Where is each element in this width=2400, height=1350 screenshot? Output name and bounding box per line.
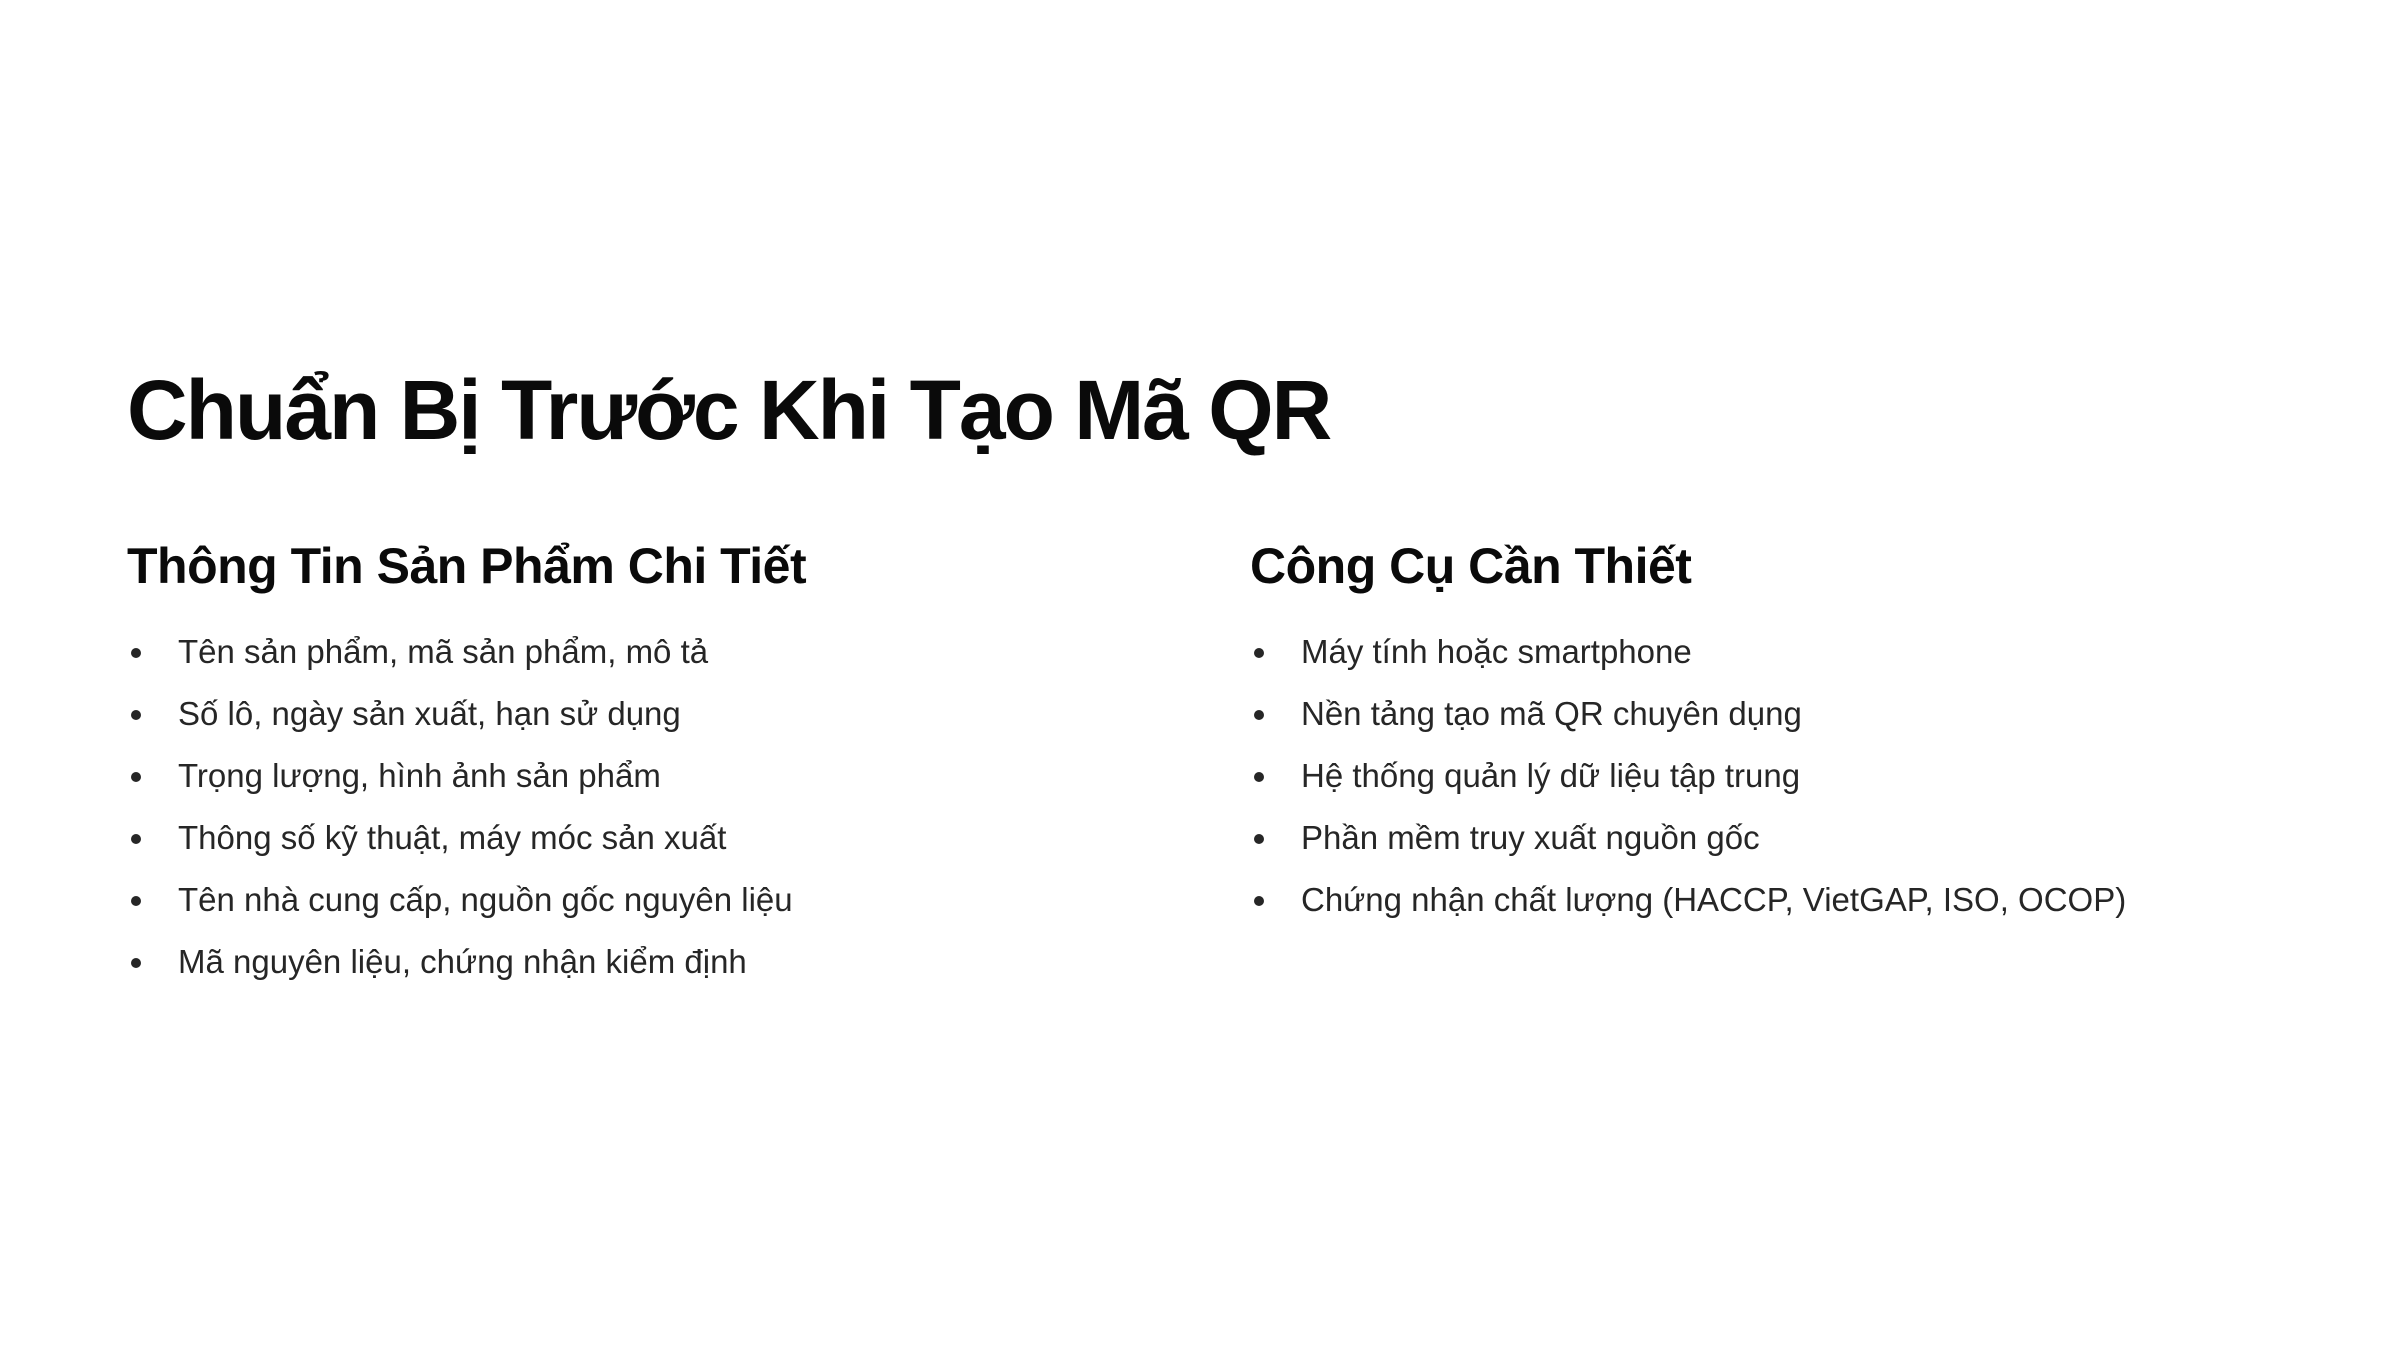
list-item bbox=[127, 621, 1167, 683]
list-item-text: Tên sản phẩm, mã sản phẩm, mô tả bbox=[178, 633, 709, 670]
bullet-icon bbox=[131, 834, 141, 844]
list-item bbox=[127, 683, 1167, 745]
product-info-column bbox=[127, 535, 1167, 993]
bullet-icon bbox=[1254, 648, 1264, 658]
list-item-text: Hệ thống quản lý dữ liệu tập trung bbox=[1301, 757, 1801, 794]
list-item-text: Thông số kỹ thuật, máy móc sản xuất bbox=[178, 819, 727, 856]
list-item-text: Máy tính hoặc smartphone bbox=[1301, 633, 1692, 670]
bullet-icon bbox=[131, 772, 141, 782]
page-title: Chuẩn Bị Trước Khi Tạo Mã QR bbox=[127, 363, 1331, 457]
bullet-icon bbox=[1254, 896, 1264, 906]
list-item-text: Trọng lượng, hình ảnh sản phẩm bbox=[178, 757, 661, 794]
list-item bbox=[1250, 683, 2290, 745]
list-item-text: Nền tảng tạo mã QR chuyên dụng bbox=[1301, 695, 1802, 732]
bullet-icon bbox=[131, 710, 141, 720]
list-item-text: Mã nguyên liệu, chứng nhận kiểm định bbox=[178, 943, 747, 980]
list-item bbox=[1250, 745, 2290, 807]
tools-heading: Công Cụ Cần Thiết bbox=[1250, 538, 1692, 594]
product-info-list bbox=[127, 621, 1167, 993]
list-item bbox=[1250, 869, 2290, 931]
bullet-icon bbox=[1254, 834, 1264, 844]
list-item bbox=[1250, 621, 2290, 683]
product-info-heading: Thông Tin Sản Phẩm Chi Tiết bbox=[127, 538, 807, 594]
list-item bbox=[127, 745, 1167, 807]
bullet-icon bbox=[131, 648, 141, 658]
bullet-icon bbox=[131, 896, 141, 906]
tools-column bbox=[1250, 535, 2290, 931]
list-item-text: Tên nhà cung cấp, nguồn gốc nguyên liệu bbox=[178, 881, 793, 918]
list-item-text: Chứng nhận chất lượng (HACCP, VietGAP, ISO, OCOP) bbox=[1301, 881, 2127, 918]
list-item bbox=[127, 931, 1167, 993]
list-item bbox=[127, 807, 1167, 869]
bullet-icon bbox=[1254, 710, 1264, 720]
list-item bbox=[1250, 807, 2290, 869]
bullet-icon bbox=[1254, 772, 1264, 782]
tools-list bbox=[1250, 621, 2290, 931]
list-item-text: Số lô, ngày sản xuất, hạn sử dụng bbox=[178, 695, 681, 732]
list-item-text: Phần mềm truy xuất nguồn gốc bbox=[1301, 819, 1760, 856]
bullet-icon bbox=[131, 958, 141, 968]
list-item bbox=[127, 869, 1167, 931]
